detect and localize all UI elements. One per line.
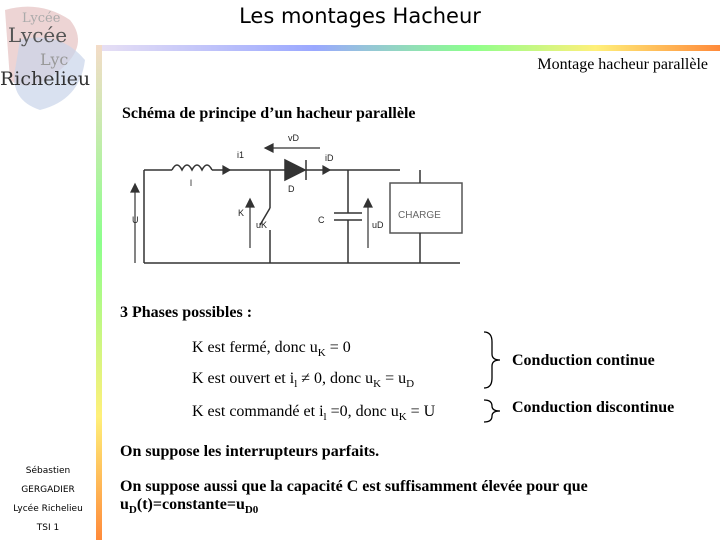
discontinuous-conduction-label: Conduction discontinue [512,399,675,416]
note-capacitor: On suppose aussi que la capacité C est suffisamment élevée pour que $u_D(t)=constante=u_{D0}$ [120,478,588,517]
svg-text:U: U [132,215,139,225]
svg-text:i1: i1 [237,150,245,160]
author-block [0,462,96,538]
brace-discontinuous-icon [482,398,506,424]
svg-text:uK: uK [256,220,268,230]
phase-commanded: K est commandé et $i_l =0$, donc $u_K = U$ [192,403,436,424]
svg-text:Lyc: Lyc [40,50,69,69]
phases-heading: 3 Phases possibles : [120,304,253,321]
svg-text:CHARGE: CHARGE [398,210,441,221]
brace-continuous-icon [482,330,506,390]
sidebar-divider [96,45,102,540]
svg-text:K: K [238,208,245,218]
svg-text:iD: iD [325,153,334,163]
svg-text:vD: vD [288,133,299,143]
phase-open: K est ouvert et $i_l \ne 0$, donc $u_K = u_D$ [192,370,415,391]
svg-text:C: C [318,215,325,225]
slide-subtitle: Montage hacheur parallèle [537,56,708,73]
svg-text:Lycée: Lycée [22,11,61,26]
svg-text:D: D [288,184,295,194]
svg-text:uD: uD [372,220,384,230]
continuous-conduction-label: Conduction continue [512,352,655,369]
note-perfect-switches: On suppose les interrupteurs parfaits. [120,443,380,460]
author-last-name: GERGADIER [21,485,75,495]
header-divider [97,45,720,51]
svg-text:Lycée: Lycée [8,23,68,47]
page-title: Les montages Hacheur [239,4,481,28]
author-first-name: Sébastien [25,466,71,476]
chopper-circuit-diagram [120,128,470,290]
schema-title: Schéma de principe d’un hacheur parallèle [122,105,416,122]
phase-closed: K est fermé, donc $u_K = 0$ [192,339,351,360]
svg-text:Richelieu: Richelieu [0,68,91,90]
svg-text:l: l [190,178,192,188]
author-class: TSI 1 [36,523,60,533]
author-school: Lycée Richelieu [13,504,83,514]
